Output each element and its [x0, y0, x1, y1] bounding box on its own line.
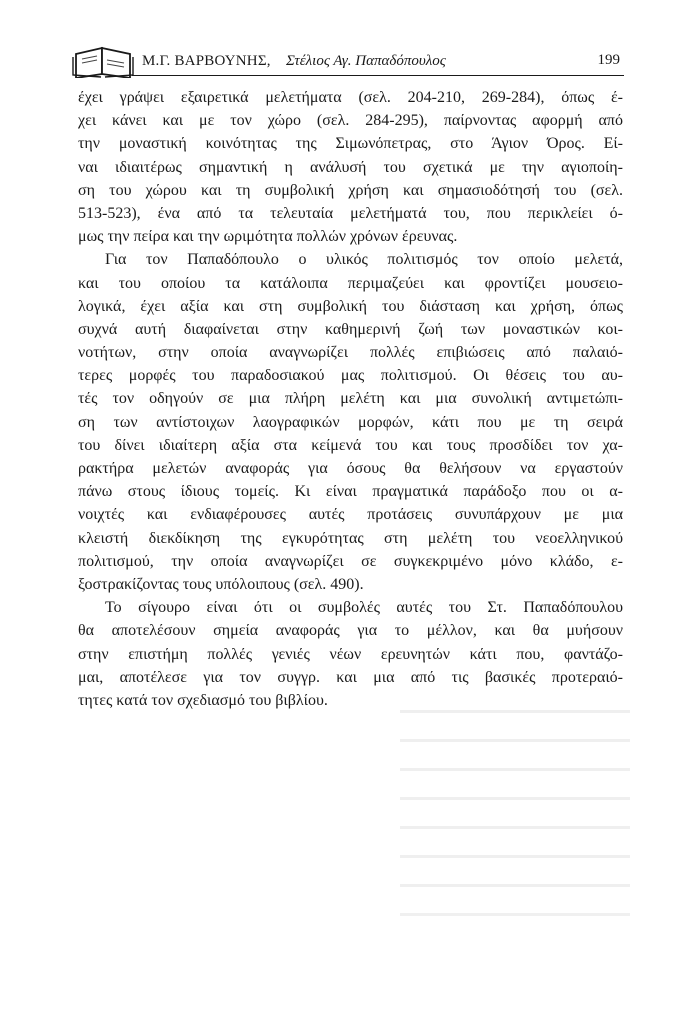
text-line: ξοστρακίζοντας τους υπόλοιπους (σελ. 490).: [78, 575, 364, 593]
show-through: [400, 710, 630, 970]
text-line: τές τον οδηγούν σε μια πλήρη μελέτη και μια συνολική αντιμετώπι-: [78, 390, 623, 408]
open-book-icon: [72, 44, 134, 78]
text-line: θα αποτελέσουν σημεία αναφοράς για το μέλλον, και θα μυήσουν: [78, 622, 623, 640]
text-line: πάνω στους ίδιους τομείς. Κι είναι πραγματικά παράδοξο που οι α-: [78, 483, 623, 501]
text-line: νοιχτές και ενδιαφέρουσες αυτές προτάσεις συνυπάρχουν με μια: [78, 506, 623, 524]
text-line: και του οποίου τα κατάλοιπα περιμαζεύει και φροντίζει μουσειο-: [78, 274, 623, 292]
text-line: ση του χώρου και τη συμβολική χρήση και σημασιοδότησή του (σελ.: [78, 181, 623, 199]
text-line: ναι ιδιαιτέρως σημαντική η ανάλυσή του σχετικά με την αγιοποίη-: [78, 158, 623, 176]
text-line: τερες μορφές του παραδοσιακού μας πολιτισμού. Οι θέσεις του αυ-: [78, 367, 623, 385]
text-line: πολιτισμού, την οποία αναγνωρίζει σε συγκεκριμένο μόνο κλάδο, ε-: [78, 552, 623, 570]
text-line: συχνά αυτή διαφαίνεται στην καθημερινή ζωή των μοναστικών κοι-: [78, 320, 623, 338]
text-line: ση των αντίστοιχων λαογραφικών μορφών, κάτι που με τη σειρά: [78, 413, 623, 431]
text-line: του δίνει ιδιαίτερη αξία στα κείμενά του και τους προσδίδει τον χα-: [78, 436, 623, 454]
text-line: μως την πείρα και την ωριμότητα πολλών χρόνων έρευνας.: [78, 228, 458, 246]
text-line: 513-523), ένα από τα τελευταία μελετήματά του, που περικλείει ό-: [78, 204, 623, 222]
text-line: Το σίγουρο είναι ότι οι συμβολές αυτές του Στ. Παπαδόπουλου: [105, 599, 623, 617]
text-line: την μοναστική κοινότητας της Σιμωνόπετρας, στο Άγιον Όρος. Εί-: [78, 135, 623, 153]
text-line: χει κάνει και με τον χώρο (σελ. 284-295), παίρνοντας αφορμή από: [78, 112, 623, 130]
paragraph: [78, 596, 623, 712]
text-line: κλειστή διεκδίκηση της εγκυρότητας στη μελέτη του νεοελληνικού: [78, 529, 623, 547]
text-line: έχει γράψει εξαιρετικά μελετήματα (σελ. 204-210, 269-284), όπως έ-: [78, 89, 623, 106]
text-line: νοτήτων, στην οποία αναγνωρίζει πολλές επιβιώσεις από παλαιό-: [78, 344, 623, 362]
text-line: ρακτήρα μελετών αναφοράς για όσους θα θελήσουν να εργαστούν: [78, 460, 623, 477]
header-subject: Στέλιος Αγ. Παπαδόπουλος: [286, 53, 446, 69]
header-rule: [132, 75, 624, 76]
paragraph: [78, 86, 623, 248]
text-line: λογικά, έχει αξία και στη συμβολική του διάσταση και χρήση, όπως: [78, 297, 623, 315]
text-line: στην επιστήμη πολλές γενιές νέων ερευνητών κάτι που, φαντάζο-: [78, 645, 623, 663]
body-text: [78, 86, 623, 712]
paragraph: [78, 248, 623, 596]
text-line: τητες κατά τον σχεδιασμό του βιβλίου.: [78, 691, 328, 709]
page-number: 199: [597, 52, 620, 68]
running-header: [72, 44, 624, 78]
text-line: μαι, αποτέλεσε για τον συγγρ. και μια από τις βασικές προτεραιό-: [78, 668, 623, 686]
text-line: Για τον Παπαδόπουλο ο υλικός πολιτισμός τον οποίο μελετά,: [105, 251, 623, 269]
header-author: Μ.Γ. ΒΑΡΒΟΥΝΗΣ,: [142, 53, 271, 69]
